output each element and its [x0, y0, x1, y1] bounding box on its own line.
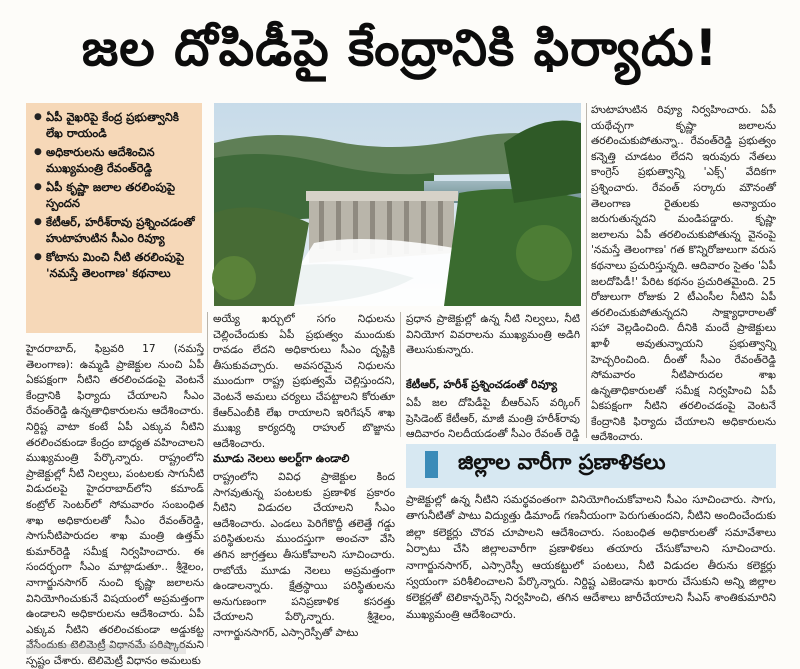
article-text: ప్రాజెక్టుల్లో ఉన్న నీటిని సమర్థవంతంగా వినియోగించుకోవాలని సీఎం సూచించారు. సాగు, తాగునీటితో పాటు విద్యుత్తు డిమాండ్‌ గణనీయంగా పెరుగుతుందని, నీటిని అందించేందుకు జిల్లా కలెక్టర్లు చొరవ చూపాలని ఆదేశించారు. సంబంధిత అధికారులతో సమావేశాలు ఏర్పాటు చేసి జిల్లాలవారీగా ప్రణాళికలు తయారు చేసుకోవాలని సూచించారు. నాగార్జునసాగర్‌, ఎస్సారెస్పీ ఆయకట్టులో పంటలు, నీటి విడుదల తీరును కలెక్టర్లు స్వయంగా పరిశీలించాలని పేర్కొన్నారు. నిర్దిష్ట ఎజెండాను ఖరారు చేసుకుని అన్ని జిల్లాల కలెక్టర్లతో టెలికాన్ఫరెన్స్‌ నిర్వహించి, తగిన ఆదేశాలు జారీచేయాలని సీఎస్‌ శాంతికుమారిని ముఖ్యమంత్రి ఆదేశించారు. [406, 493, 776, 621]
box-heading [406, 444, 776, 488]
highlight-item: ● కోటాను మించి నీటి తరలింపుపై 'నమస్తే తెలంగాణ' కథనాలు [36, 249, 197, 281]
highlight-item: ● ఏపీ కృష్ణా జలాల తరలింపుపై స్పందన [36, 179, 197, 211]
column-divider [400, 312, 401, 437]
article-text: అయ్యే ఖర్చులో సగం నిధులను చెల్లించేందుకు ఏపీ ప్రభుత్వం ముందుకు రావడం లేదని అధికారులు సీఎం దృష్టికి తీసుకువచ్చారు. అవసరమైన నిధులను ముందుగా రాష్ట్ర ప్రభుత్వమే చెల్లిస్తుందని, వెంటనే అమలు చర్యలు చేపట్టాలని కోరుతూ కేఆర్‌ఎంబీకి లేఖ రాయాలని ఇరిగేషన్‌ శాఖ ముఖ్య కార్యదర్శి రాహుల్‌ బొజ్జాను ఆదేశించారు. [213, 313, 395, 450]
column-2 [213, 312, 395, 450]
highlight-item: ● అధికారులను ఆదేశించిన ముఖ్యమంత్రి రేవంత్‌రెడ్డి [36, 144, 197, 176]
highlight-item: ● కేటీఆర్‌, హరీశ్‌రావు ప్రశ్నించడంతో హుటాహుటిన సీఎం రివ్యూ [36, 214, 197, 246]
dam-photo [214, 103, 581, 306]
column-1 [26, 342, 204, 667]
heading-marker-icon [425, 451, 438, 478]
next-article-peek [26, 644, 186, 654]
column-4 [591, 103, 776, 444]
column-2-lower [213, 470, 395, 645]
column-5 [406, 492, 776, 642]
article-text: హుటాహుటిన రివ్యూ నిర్వహించారు. ఏపీ యథేచ్ఛగా కృష్ణా జలాలను తరలించుకుపోతున్నా.. రేవంత్‌రెడ్డి ప్రభుత్వం కన్నెత్తి చూడటం లేదని ఇరువురు నేతలు కాంగ్రెస్‌ ప్రభుత్వాన్ని 'ఎక్స్‌' వేదికగా ప్రశ్నించారు. రేవంత్‌ సర్కారు మౌనంతో తెలంగాణ రైతులకు అన్యాయం జరుగుతున్నదని మండిపడ్డారు. కృష్ణా జలాలను ఏపీ తరలించుకుపోతున్న వైనంపై 'నమస్తే తెలంగాణ' గత కొన్నిరోజులుగా వరుస కథనాలు ప్రచురిస్తున్నది. ఆదివారం సైతం 'ఏపీ జలదోపిడీ!' పేరిట కథనం ప్రచురితమైంది. 25 రోజులుగా రోజుకు 2 టీఎంసీల నీటిని ఏపీ తరలించుకుపోతున్నదని సాక్ష్యాధారాలతో సహా వెల్లడించింది. దీనికి మందే ప్రాజెక్టులు ఖాళీ అవుతున్నాయని ప్రభుత్వాన్ని హెచ్చరించింది. దీంతో సీఎం రేవంత్‌రెడ్డి సోమవారం నీటిపారుదల శాఖ ఉన్నతాధికారులతో సమీక్ష నిర్వహించి ఏపీ ఏకపక్షంగా నీటిని తరలించడంపై వెంటనే కేంద్రానికి ఫిర్యాదు చేయాలని అధికారులను ఆదేశించారు. [591, 104, 776, 444]
column-3-lower [406, 396, 580, 441]
article-text: ఏపీ జల దోపిడీపై బీఆర్‌ఎస్‌ వర్కింగ్‌ ప్రెసిడెంట్‌ కేటీఆర్‌, మాజీ మంత్రి హరీశ్‌రావు ఆదివారం నిలదీయడంతో సీఎం రేవంత్‌ రెడ్డి [406, 397, 580, 441]
subheading: కేటీఆర్‌, హరీశ్‌ ప్రశ్నించడంతో రివ్యూ [406, 378, 557, 391]
article-text: రాష్ట్రంలోని వివిధ ప్రాజెక్టుల కింద సాగవుతున్న పంటలకు ప్రణాళిక ప్రకారం నీటిని విడుదల చేయాలని సీఎం ఆదేశించారు. ఎండలు పెరిగేకొద్దీ తలెత్తే గడ్డు పరిస్థితులను ముందస్తుగా అంచనా వేసి తగిన జాగ్రత్తలు తీసుకోవాలని సూచించారు. రాబోయే మూడు నెలలు అప్రమత్తంగా ఉండాలన్నారు. క్షేత్రస్థాయి పరిస్థితులను అనుగుణంగా పనిప్రణాళిక కసరత్తు చేయాలని పేర్కొన్నారు. శ్రీశైలం, నాగార్జునసాగర్‌, ఎస్సారెస్పీతో పాటు [213, 471, 395, 639]
column-divider [207, 312, 208, 647]
article-text: హైదరాబాద్‌, ఫిబ్రవరి 17 (నమస్తే తెలంగాణ): ఉమ్మడి ప్రాజెక్టుల నుంచి ఏపీ ఏకపక్షంగా నీటిని తరలించడంపై వెంటనే కేంద్రానికి ఫిర్యాదు చేయాలని సీఎం రేవంత్‌రెడ్డి ఉన్నతాధికారులను ఆదేశించారు. నిర్దిష్ట వాటా కంటే ఏపీ ఎక్కువ నీటిని తరలించకుండా కేంద్రం బాధ్యత వహించాలని ముఖ్యమంత్రి పేర్కొన్నారు. రాష్ట్రంలోని ప్రాజెక్టుల్లో నీటి నిల్వలు, పంటలకు సాగునీటి విడుదలపై హైదరాబాద్‌లోని కమాండ్‌ కంట్రోల్‌ సెంటర్‌లో సోమవారం సంబంధిత శాఖ అధికారులతో సీఎం రేవంత్‌రెడ్డి, సాగునీటిపారుదల శాఖ మంత్రి ఉత్తమ్‌ కుమార్‌రెడ్డి సమీక్ష నిర్వహించారు. ఈ సందర్భంగా సీఎం మాట్లాడుతూ.. శ్రీశైలం, నాగార్జునసాగర్‌ నుంచి కృష్ణా జలాలను వినియోగించుకునే విషయంలో అప్రమత్తంగా ఉండాలని అధికారులను ఆదేశించారు. ఏపీ ఎక్కువ నీటిని తరలించకుండా అడ్డుకట్ట వేసేందుకు టెలిమెట్రీ విధానమే పరిష్కారమని స్పష్టం చేశారు. టెలిమెట్రీ విధానం అమలుకు [26, 343, 204, 667]
box-title: జిల్లాల వారీగా ప్రణాళికలు [458, 450, 666, 474]
highlight-item: ● ఏపీ వైఖరిపై కేంద్ర ప్రభుత్వానికి లేఖ రాయండి [36, 109, 197, 141]
headline: జల దోపిడీపై కేంద్రానికి ఫిర్యాదు! [81, 19, 719, 77]
highlights-box [26, 103, 202, 333]
article-text: ప్రధాన ప్రాజెక్టుల్లో ఉన్న నీటి నిల్వలు, నీటి వినియోగ వివరాలను ముఖ్యమంత్రి అడిగి తెలుసుకున్నారు. [406, 313, 580, 357]
column-divider [586, 103, 587, 438]
subheading: మూడు నెలలు అలర్ట్‌గా ఉండాలి [213, 452, 350, 465]
